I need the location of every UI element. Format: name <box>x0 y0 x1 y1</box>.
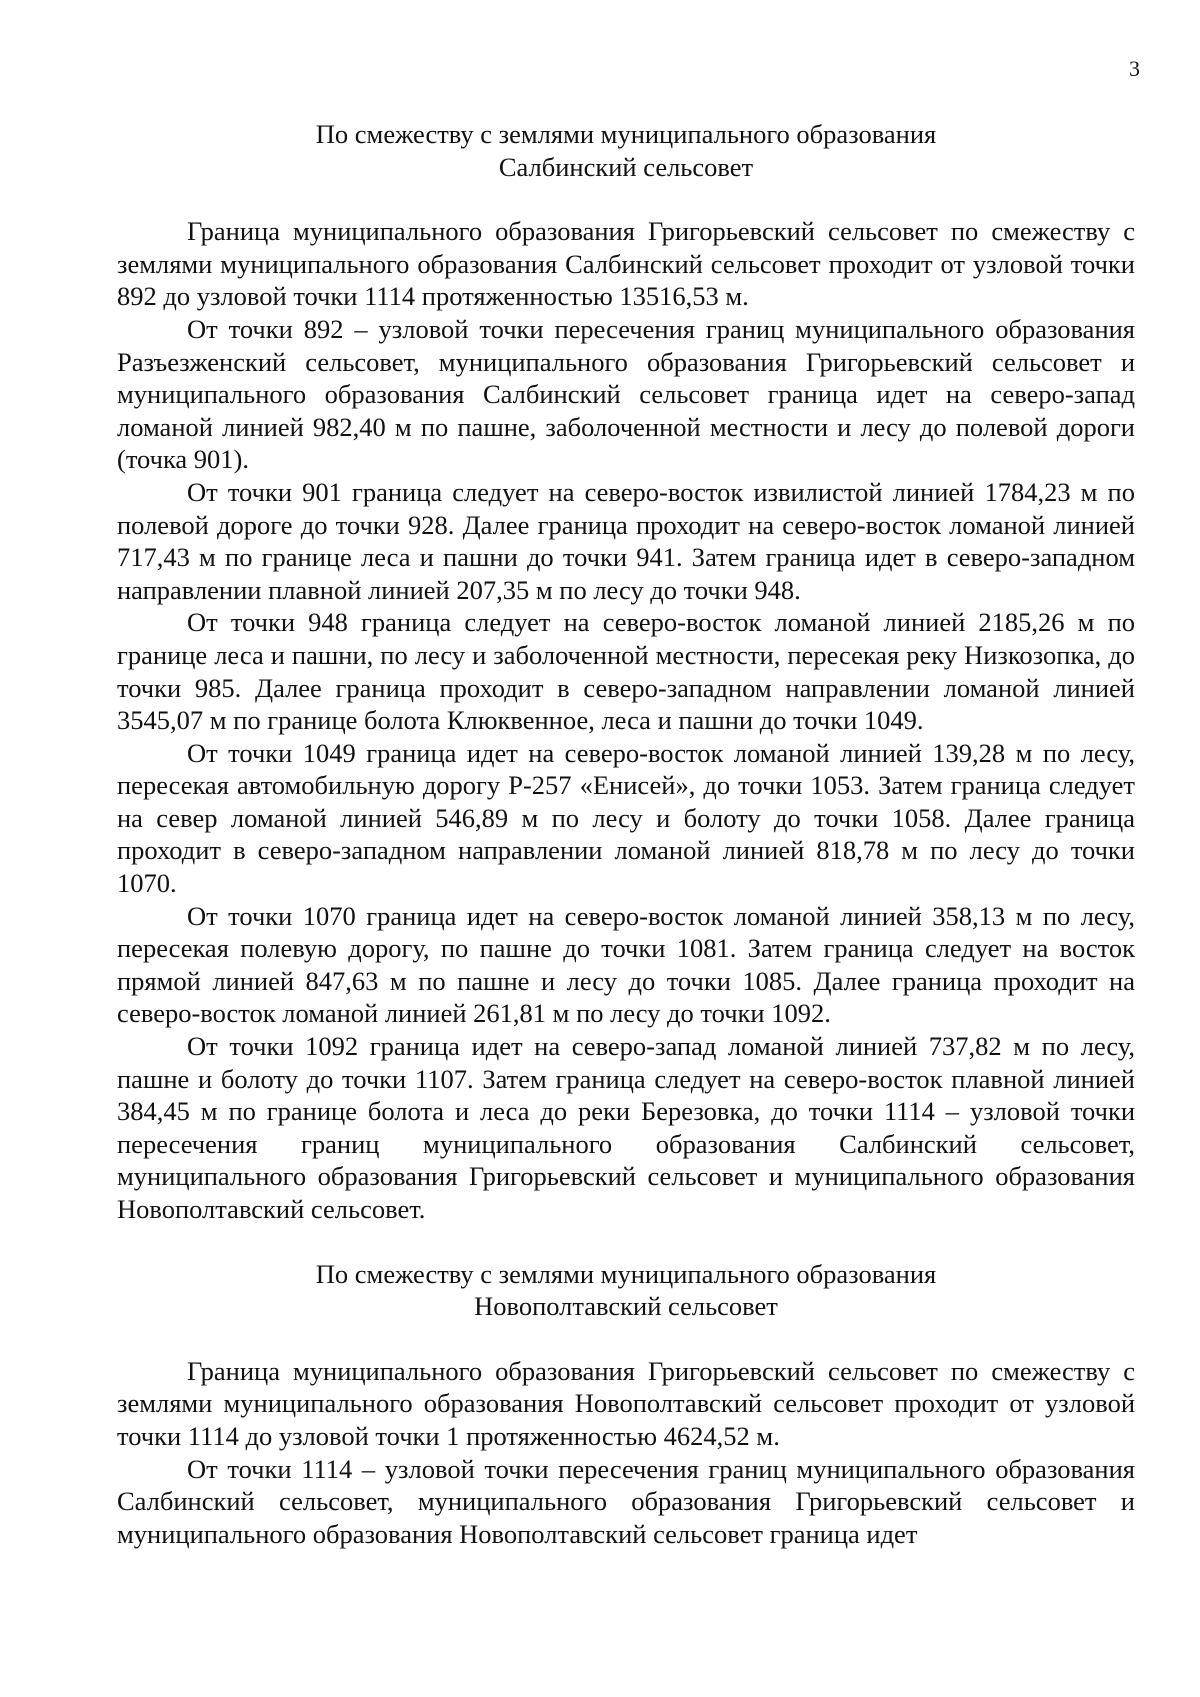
section-heading-line: Новополтавский сельсовет <box>474 1291 778 1322</box>
section-heading-line: По смежеству с землями муниципального образования <box>315 119 937 149</box>
paragraph: От точки 1114 – узловой точки пересечения границ муниципального образования Салбинский сельсовет, муниципального образования Григорьевский сельсовет и муниципального образования Новополтавский сельсовет граница идет <box>117 1453 1135 1549</box>
paragraph: От точки 901 граница следует на северо-восток извилистой линией 1784,23 м по полевой дороге до точки 928. Далее граница проходит на северо-восток ломаной линией 717,43 м по границе леса и пашни до точки 941. Затем граница идет в северо-западном направлении плавной линией 207,35 м по лесу до точки 948. <box>117 476 1135 605</box>
paragraph: От точки 948 граница следует на северо-восток ломаной линией 2185,26 м по границе леса и пашни, по лесу и заболоченной местности, пересекая реку Низкозопка, до точки 985. Далее граница проходит в северо-западном направлении ломаной линией 3545,07 м по границе болота Клюквенное, леса и пашни до точки 1049. <box>117 607 1135 736</box>
section-heading <box>117 118 1135 183</box>
paragraph: Граница муниципального образования Григорьевский сельсовет по смежеству с землями муниципального образования Новополтавский сельсовет проходит от узловой точки 1114 до узловой точки 1 протяженностью 4624,52 м. <box>117 1355 1135 1451</box>
page-number: 3 <box>1129 56 1140 81</box>
paragraph: От точки 892 – узловой точки пересечения границ муниципального образования Разъезженский сельсовет, муниципального образования Григорьевский сельсовет и муниципального образования Салбинский сельсовет граница идет на северо-запад ломаной линией 982,40 м по пашне, заболоченной местности и лесу до полевой дороги (точка 901). <box>117 313 1135 475</box>
document-body <box>117 118 1135 1550</box>
section-heading-line: Салбинский сельсовет <box>498 151 754 182</box>
paragraph: От точки 1092 граница идет на северо-запад ломаной линией 737,82 м по лесу, пашне и болоту до точки 1107. Затем граница следует на северо-восток плавной линией 384,45 м по границе болота и леса до реки Березовка, до точки 1114 – узловой точки пересечения границ муниципального образования Салбинский сельсовет, муниципального образования Григорьевский сельсовет и муниципального образования Новополтавский сельсовет. <box>117 1031 1135 1224</box>
paragraph: Граница муниципального образования Григорьевский сельсовет по смежеству с землями муниципального образования Салбинский сельсовет проходит от узловой точки 892 до узловой точки 1114 протяженностью 13516,53 м. <box>117 216 1135 312</box>
section-heading-line: По смежеству с землями муниципального образования <box>315 1258 937 1289</box>
section-heading <box>117 1258 1135 1323</box>
paragraph: От точки 1049 граница идет на северо-восток ломаной линией 139,28 м по лесу, пересекая автомобильную дорогу Р-257 «Енисей», до точки 1053. Затем граница следует на север ломаной линией 546,89 м по лесу и болоту до точки 1058. Далее граница проходит в северо-западном направлении ломаной линией 818,78 м по лесу до точки 1070. <box>117 737 1135 899</box>
paragraph: От точки 1070 граница идет на северо-восток ломаной линией 358,13 м по лесу, пересекая полевую дорогу, по пашне до точки 1081. Затем граница следует на восток прямой линией 847,63 м по пашне и лесу до точки 1085. Далее граница проходит на северо-восток ломаной линией 261,81 м по лесу до точки 1092. <box>117 900 1135 1029</box>
